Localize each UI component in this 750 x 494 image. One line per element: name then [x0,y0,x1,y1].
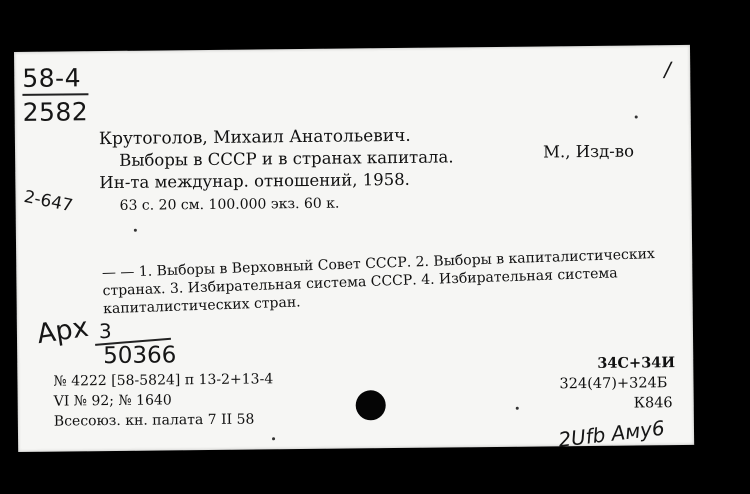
speck [272,437,275,440]
catalog-card [14,45,694,452]
classification-code: 324(47)+324Б [559,375,668,393]
archive-fraction: 3 [98,318,112,344]
publisher-line: Ин-та междунар. отношений, 1958. [99,169,410,193]
author-mark: К846 [633,395,673,412]
chamber-line: Всесоюз. кн. палата 7 II 58 [53,411,255,430]
handwritten-signature: 2Ufb Aму6 [557,415,666,452]
corner-mark: / [664,57,672,82]
shelf-mark-divider [22,93,88,96]
shelf-mark-top: 58-4 [22,63,82,93]
title-line: Выборы в СССР и в странах капитала. [119,147,454,170]
registration-line: № 4222 [58-5824] п 13-2+13-4 [53,371,274,390]
imprint-start: М., Изд-во [542,141,635,162]
speck [516,407,519,410]
subject-headings: — — 1. Выборы в Верховный Совет СССР. 2. Выборы в капиталистических странах. 3. Избирательная система СССР. 4. Избирательная система капиталистических стран. [101,246,656,318]
physical-description: 63 с. 20 см. 100.000 экз. 60 к. [119,195,340,214]
side-note: 2-647 [22,186,75,217]
registration-line: VI № 92; № 1640 [53,392,172,410]
speck [635,115,638,118]
shelf-mark-bottom: 2582 [22,97,89,127]
archive-label: Арх [34,311,91,351]
punch-hole [356,390,386,420]
speck [134,229,137,232]
classification-code: 34С+34И [597,354,676,372]
author-name: Крутоголов, Михаил Анатольевич. [98,125,411,150]
archive-number: 50366 [103,342,177,370]
